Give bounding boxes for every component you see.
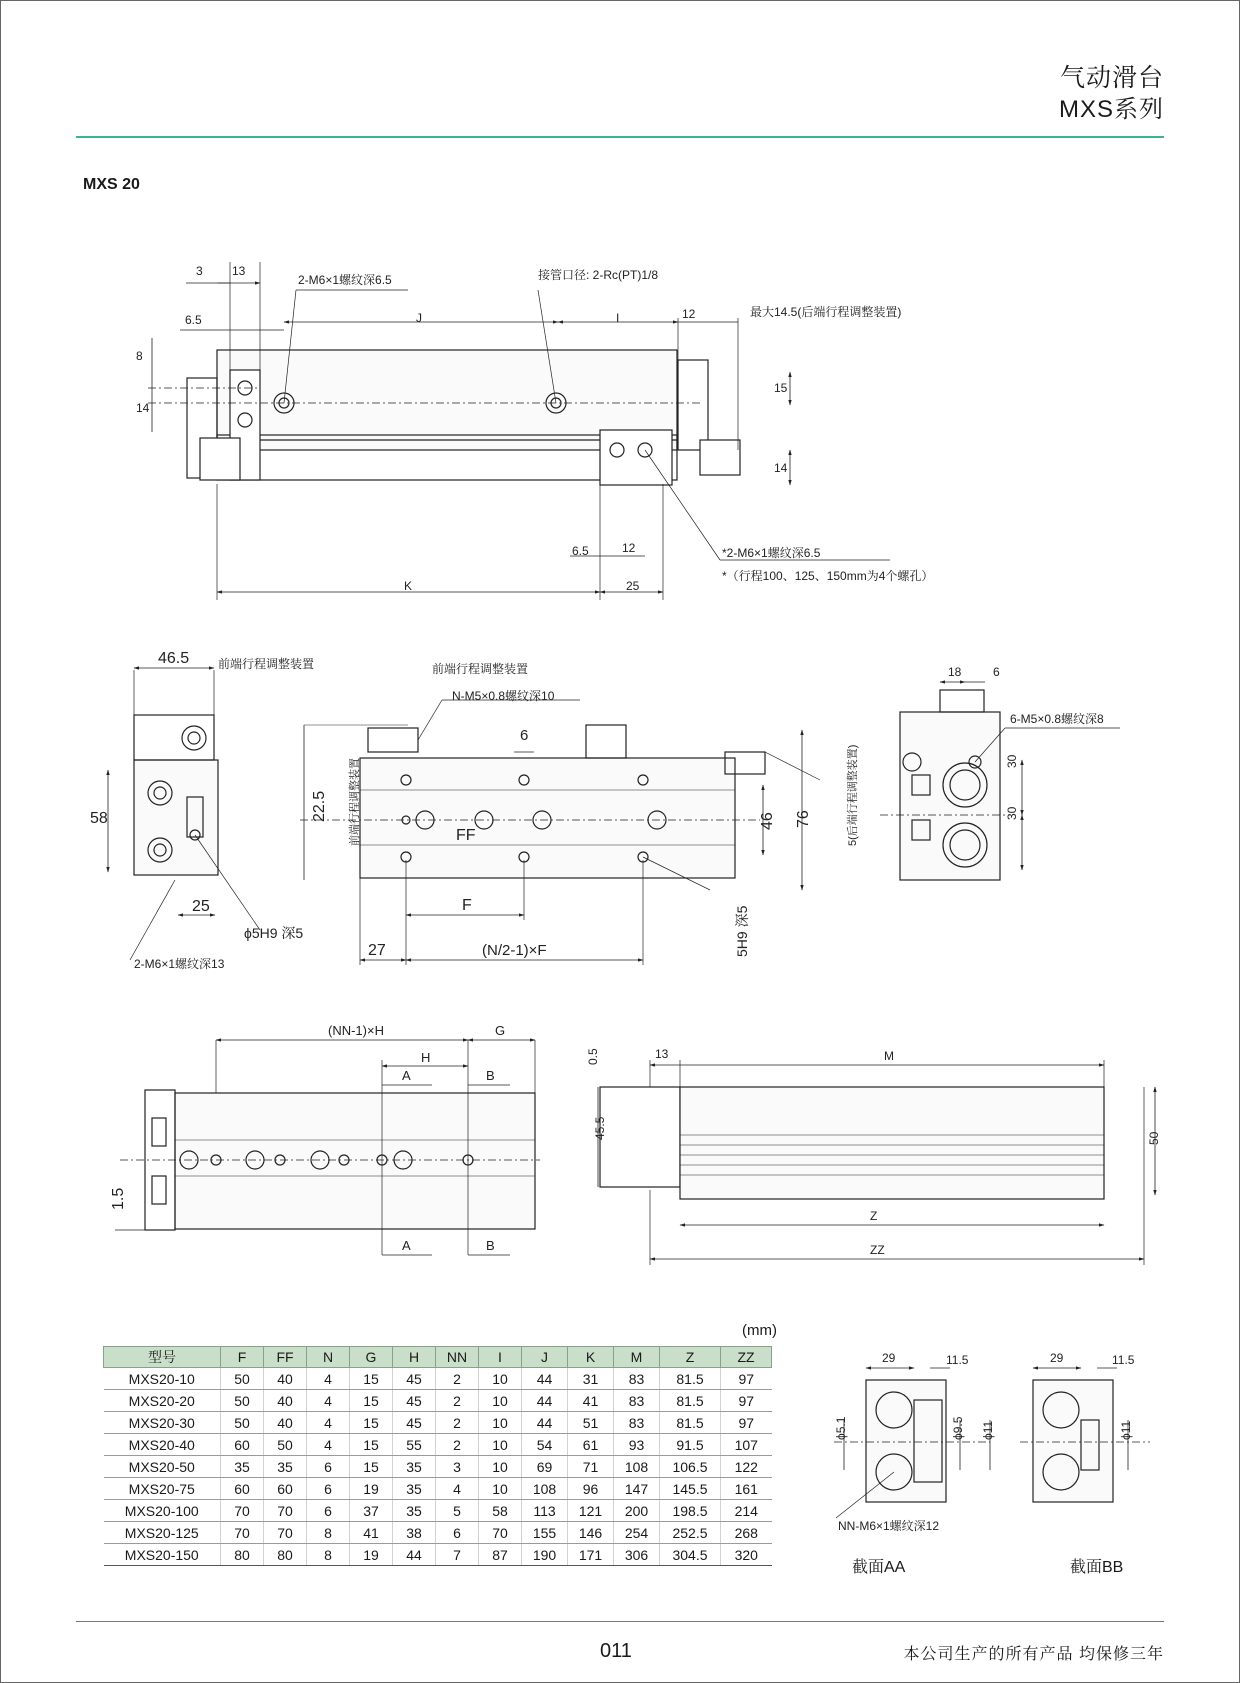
profile-view bbox=[598, 1060, 1155, 1265]
value-cell: 83 bbox=[614, 1390, 660, 1412]
value-cell: 171 bbox=[568, 1544, 614, 1566]
value-cell: 106.5 bbox=[660, 1456, 721, 1478]
value-cell: 15 bbox=[350, 1412, 393, 1434]
svg-text:3: 3 bbox=[196, 264, 203, 278]
svg-text:46: 46 bbox=[759, 812, 776, 830]
svg-text:25: 25 bbox=[192, 898, 210, 915]
svg-text:A: A bbox=[402, 1068, 411, 1083]
value-cell: 44 bbox=[522, 1412, 568, 1434]
value-cell: 80 bbox=[221, 1544, 264, 1566]
value-cell: 2 bbox=[436, 1412, 479, 1434]
value-cell: 4 bbox=[307, 1368, 350, 1390]
value-cell: 113 bbox=[522, 1500, 568, 1522]
value-cell: 8 bbox=[307, 1522, 350, 1544]
svg-text:11.5: 11.5 bbox=[946, 1353, 969, 1367]
value-cell: 10 bbox=[479, 1390, 522, 1412]
warranty-note: 本公司生产的所有产品 均保修三年 bbox=[903, 1646, 1164, 1663]
table-row bbox=[104, 1368, 772, 1390]
value-cell: 2 bbox=[436, 1368, 479, 1390]
value-cell: 58 bbox=[479, 1500, 522, 1522]
value-cell: 60 bbox=[221, 1478, 264, 1500]
value-cell: 60 bbox=[264, 1478, 307, 1500]
value-cell: 108 bbox=[522, 1478, 568, 1500]
svg-text:ϕ5H9 深5: ϕ5H9 深5 bbox=[244, 925, 304, 941]
svg-text:前端行程调整装置: 前端行程调整装置 bbox=[218, 657, 315, 671]
svg-text:45.5: 45.5 bbox=[593, 1116, 607, 1140]
table-header-cell: Z bbox=[660, 1347, 721, 1368]
svg-text:22.5: 22.5 bbox=[311, 790, 328, 822]
svg-text:58: 58 bbox=[90, 810, 108, 827]
table-row bbox=[104, 1456, 772, 1478]
value-cell: 81.5 bbox=[660, 1412, 721, 1434]
value-cell: 44 bbox=[393, 1544, 436, 1566]
model-cell: MXS20-50 bbox=[104, 1456, 221, 1478]
model-cell: MXS20-20 bbox=[104, 1390, 221, 1412]
svg-text:ZZ: ZZ bbox=[870, 1243, 885, 1257]
value-cell: 306 bbox=[614, 1544, 660, 1566]
svg-text:FF: FF bbox=[456, 827, 476, 844]
value-cell: 61 bbox=[568, 1434, 614, 1456]
table-header-cell: I bbox=[479, 1347, 522, 1368]
svg-text:J: J bbox=[416, 311, 422, 325]
model-title: MXS 20 bbox=[83, 176, 140, 193]
table-row bbox=[104, 1522, 772, 1544]
svg-text:(N/2-1)×F: (N/2-1)×F bbox=[482, 942, 547, 959]
svg-text:(NN-1)×H: (NN-1)×H bbox=[328, 1023, 384, 1038]
table-row bbox=[104, 1434, 772, 1456]
svg-text:12: 12 bbox=[622, 541, 636, 555]
value-cell: 45 bbox=[393, 1368, 436, 1390]
value-cell: 10 bbox=[479, 1456, 522, 1478]
value-cell: 108 bbox=[614, 1456, 660, 1478]
svg-text:1.5: 1.5 bbox=[110, 1187, 127, 1210]
value-cell: 45 bbox=[393, 1390, 436, 1412]
svg-text:18: 18 bbox=[948, 665, 962, 679]
svg-text:13: 13 bbox=[232, 264, 246, 278]
value-cell: 6 bbox=[307, 1500, 350, 1522]
footer-rule bbox=[76, 1621, 1164, 1622]
value-cell: 70 bbox=[221, 1522, 264, 1544]
svg-text:接管口径: 2-Rc(PT)1/8: 接管口径: 2-Rc(PT)1/8 bbox=[538, 268, 659, 282]
table-header-cell: K bbox=[568, 1347, 614, 1368]
value-cell: 71 bbox=[568, 1456, 614, 1478]
value-cell: 87 bbox=[479, 1544, 522, 1566]
svg-text:6.5: 6.5 bbox=[572, 544, 589, 558]
value-cell: 41 bbox=[350, 1522, 393, 1544]
model-cell: MXS20-150 bbox=[104, 1544, 221, 1566]
model-cell: MXS20-100 bbox=[104, 1500, 221, 1522]
value-cell: 155 bbox=[522, 1522, 568, 1544]
model-cell: MXS20-125 bbox=[104, 1522, 221, 1544]
value-cell: 96 bbox=[568, 1478, 614, 1500]
table-header-cell: F bbox=[221, 1347, 264, 1368]
value-cell: 19 bbox=[350, 1544, 393, 1566]
value-cell: 50 bbox=[264, 1434, 307, 1456]
model-cell: MXS20-10 bbox=[104, 1368, 221, 1390]
svg-text:8: 8 bbox=[136, 349, 143, 363]
value-cell: 70 bbox=[264, 1500, 307, 1522]
value-cell: 320 bbox=[721, 1544, 772, 1566]
value-cell: 45 bbox=[393, 1412, 436, 1434]
svg-text:K: K bbox=[404, 579, 413, 593]
svg-text:*2-M6×1螺纹深6.5: *2-M6×1螺纹深6.5 bbox=[722, 546, 821, 560]
value-cell: 10 bbox=[479, 1478, 522, 1500]
svg-text:B: B bbox=[486, 1238, 495, 1253]
model-cell: MXS20-30 bbox=[104, 1412, 221, 1434]
value-cell: 5 bbox=[436, 1500, 479, 1522]
value-cell: 81.5 bbox=[660, 1390, 721, 1412]
value-cell: 2 bbox=[436, 1434, 479, 1456]
model-cell: MXS20-40 bbox=[104, 1434, 221, 1456]
svg-text:27: 27 bbox=[368, 942, 386, 959]
section-aa-caption: 截面AA bbox=[852, 1559, 906, 1576]
value-cell: 97 bbox=[721, 1412, 772, 1434]
model-cell: MXS20-75 bbox=[104, 1478, 221, 1500]
svg-text:*（行程100、125、150mm为4个螺孔）: *（行程100、125、150mm为4个螺孔） bbox=[722, 569, 934, 583]
value-cell: 60 bbox=[221, 1434, 264, 1456]
value-cell: 6 bbox=[307, 1478, 350, 1500]
svg-text:15: 15 bbox=[774, 381, 788, 395]
svg-text:14: 14 bbox=[136, 401, 150, 415]
table-row bbox=[104, 1544, 772, 1566]
svg-text:13: 13 bbox=[655, 1047, 669, 1061]
value-cell: 91.5 bbox=[660, 1434, 721, 1456]
value-cell: 40 bbox=[264, 1368, 307, 1390]
spec-table bbox=[103, 1346, 772, 1566]
value-cell: 3 bbox=[436, 1456, 479, 1478]
svg-text:ϕ9.5: ϕ9.5 bbox=[951, 1416, 965, 1440]
svg-text:76: 76 bbox=[795, 810, 812, 828]
svg-text:46.5: 46.5 bbox=[158, 650, 190, 667]
value-cell: 121 bbox=[568, 1500, 614, 1522]
side-view bbox=[108, 668, 260, 960]
svg-text:29: 29 bbox=[882, 1351, 896, 1365]
value-cell: 97 bbox=[721, 1390, 772, 1412]
svg-text:0.5: 0.5 bbox=[586, 1048, 600, 1065]
value-cell: 8 bbox=[307, 1544, 350, 1566]
table-header-cell: NN bbox=[436, 1347, 479, 1368]
value-cell: 107 bbox=[721, 1434, 772, 1456]
svg-text:2-M6×1螺纹深6.5: 2-M6×1螺纹深6.5 bbox=[298, 273, 392, 287]
svg-text:I: I bbox=[616, 311, 620, 325]
value-cell: 252.5 bbox=[660, 1522, 721, 1544]
value-cell: 10 bbox=[479, 1412, 522, 1434]
value-cell: 80 bbox=[264, 1544, 307, 1566]
value-cell: 198.5 bbox=[660, 1500, 721, 1522]
svg-text:Z: Z bbox=[870, 1209, 878, 1223]
value-cell: 70 bbox=[479, 1522, 522, 1544]
value-cell: 83 bbox=[614, 1368, 660, 1390]
value-cell: 31 bbox=[568, 1368, 614, 1390]
svg-text:最大14.5(后端行程调整装置): 最大14.5(后端行程调整装置) bbox=[750, 305, 902, 319]
svg-text:B: B bbox=[486, 1068, 495, 1083]
svg-text:5H9 深5: 5H9 深5 bbox=[734, 905, 750, 957]
bottom-view bbox=[115, 1040, 540, 1255]
table-body bbox=[104, 1368, 772, 1566]
value-cell: 97 bbox=[721, 1368, 772, 1390]
value-cell: 15 bbox=[350, 1390, 393, 1412]
table-header-cell: FF bbox=[264, 1347, 307, 1368]
value-cell: 50 bbox=[221, 1368, 264, 1390]
header-title: 气动滑台 bbox=[1059, 64, 1164, 92]
svg-text:2-M6×1螺纹深13: 2-M6×1螺纹深13 bbox=[134, 957, 225, 971]
value-cell: 15 bbox=[350, 1456, 393, 1478]
value-cell: 35 bbox=[393, 1456, 436, 1478]
value-cell: 69 bbox=[522, 1456, 568, 1478]
value-cell: 50 bbox=[221, 1412, 264, 1434]
svg-text:5(后端行程调整装置): 5(后端行程调整装置) bbox=[847, 744, 859, 846]
value-cell: 6 bbox=[307, 1456, 350, 1478]
section-aa bbox=[834, 1368, 990, 1518]
value-cell: 146 bbox=[568, 1522, 614, 1544]
svg-text:30: 30 bbox=[1005, 754, 1019, 768]
value-cell: 41 bbox=[568, 1390, 614, 1412]
svg-text:11.5: 11.5 bbox=[1112, 1353, 1135, 1367]
value-cell: 35 bbox=[221, 1456, 264, 1478]
value-cell: 268 bbox=[721, 1522, 772, 1544]
value-cell: 4 bbox=[307, 1412, 350, 1434]
table-row bbox=[104, 1412, 772, 1434]
value-cell: 37 bbox=[350, 1500, 393, 1522]
svg-text:6.5: 6.5 bbox=[185, 313, 202, 327]
value-cell: 81.5 bbox=[660, 1368, 721, 1390]
value-cell: 15 bbox=[350, 1368, 393, 1390]
svg-text:ϕ11: ϕ11 bbox=[1119, 1420, 1133, 1440]
value-cell: 70 bbox=[221, 1500, 264, 1522]
value-cell: 10 bbox=[479, 1368, 522, 1390]
table-header-row bbox=[104, 1347, 772, 1368]
svg-text:NN-M6×1螺纹深12: NN-M6×1螺纹深12 bbox=[838, 1519, 940, 1533]
value-cell: 70 bbox=[264, 1522, 307, 1544]
table-header-cell: N bbox=[307, 1347, 350, 1368]
value-cell: 254 bbox=[614, 1522, 660, 1544]
value-cell: 83 bbox=[614, 1412, 660, 1434]
value-cell: 147 bbox=[614, 1478, 660, 1500]
svg-text:29: 29 bbox=[1050, 1351, 1064, 1365]
svg-text:H: H bbox=[421, 1050, 431, 1065]
svg-text:前端行程调整装置: 前端行程调整装置 bbox=[349, 758, 361, 846]
page-number: 011 bbox=[600, 1640, 632, 1662]
svg-text:G: G bbox=[495, 1023, 506, 1038]
svg-text:25: 25 bbox=[626, 579, 640, 593]
value-cell: 54 bbox=[522, 1434, 568, 1456]
svg-text:12: 12 bbox=[682, 307, 696, 321]
value-cell: 4 bbox=[307, 1390, 350, 1412]
value-cell: 4 bbox=[307, 1434, 350, 1456]
svg-text:ϕ11: ϕ11 bbox=[981, 1420, 995, 1440]
svg-text:30: 30 bbox=[1005, 806, 1019, 820]
svg-text:前端行程调整装置: 前端行程调整装置 bbox=[432, 662, 529, 676]
value-cell: 44 bbox=[522, 1368, 568, 1390]
value-cell: 6 bbox=[436, 1522, 479, 1544]
value-cell: 93 bbox=[614, 1434, 660, 1456]
table-row bbox=[104, 1478, 772, 1500]
table-header-cell: ZZ bbox=[721, 1347, 772, 1368]
value-cell: 15 bbox=[350, 1434, 393, 1456]
svg-text:14: 14 bbox=[774, 461, 788, 475]
value-cell: 200 bbox=[614, 1500, 660, 1522]
value-cell: 35 bbox=[393, 1478, 436, 1500]
table-header-cell: G bbox=[350, 1347, 393, 1368]
value-cell: 40 bbox=[264, 1390, 307, 1412]
value-cell: 19 bbox=[350, 1478, 393, 1500]
svg-text:6: 6 bbox=[993, 665, 1000, 679]
value-cell: 7 bbox=[436, 1544, 479, 1566]
value-cell: 304.5 bbox=[660, 1544, 721, 1566]
value-cell: 122 bbox=[721, 1456, 772, 1478]
value-cell: 38 bbox=[393, 1522, 436, 1544]
value-cell: 10 bbox=[479, 1434, 522, 1456]
svg-text:ϕ5.1: ϕ5.1 bbox=[834, 1416, 848, 1440]
value-cell: 2 bbox=[436, 1390, 479, 1412]
svg-text:A: A bbox=[402, 1238, 411, 1253]
table-header-cell: 型号 bbox=[104, 1347, 221, 1368]
value-cell: 55 bbox=[393, 1434, 436, 1456]
value-cell: 35 bbox=[264, 1456, 307, 1478]
value-cell: 4 bbox=[436, 1478, 479, 1500]
value-cell: 161 bbox=[721, 1478, 772, 1500]
value-cell: 214 bbox=[721, 1500, 772, 1522]
svg-text:N-M5×0.8螺纹深10: N-M5×0.8螺纹深10 bbox=[452, 689, 555, 703]
value-cell: 50 bbox=[221, 1390, 264, 1412]
value-cell: 145.5 bbox=[660, 1478, 721, 1500]
value-cell: 44 bbox=[522, 1390, 568, 1412]
table-header-cell: H bbox=[393, 1347, 436, 1368]
svg-text:F: F bbox=[462, 897, 472, 914]
value-cell: 190 bbox=[522, 1544, 568, 1566]
svg-text:6: 6 bbox=[520, 727, 529, 744]
value-cell: 35 bbox=[393, 1500, 436, 1522]
svg-text:50: 50 bbox=[1147, 1131, 1161, 1145]
value-cell: 51 bbox=[568, 1412, 614, 1434]
svg-text:M: M bbox=[884, 1049, 894, 1063]
table-row bbox=[104, 1500, 772, 1522]
table-unit: (mm) bbox=[742, 1322, 777, 1339]
value-cell: 40 bbox=[264, 1412, 307, 1434]
svg-text:6-M5×0.8螺纹深8: 6-M5×0.8螺纹深8 bbox=[1010, 712, 1104, 726]
table-header-cell: J bbox=[522, 1347, 568, 1368]
table-row bbox=[104, 1390, 772, 1412]
section-bb-caption: 截面BB bbox=[1070, 1559, 1124, 1576]
table-header-cell: M bbox=[614, 1347, 660, 1368]
header-series: MXS系列 bbox=[1058, 96, 1164, 123]
